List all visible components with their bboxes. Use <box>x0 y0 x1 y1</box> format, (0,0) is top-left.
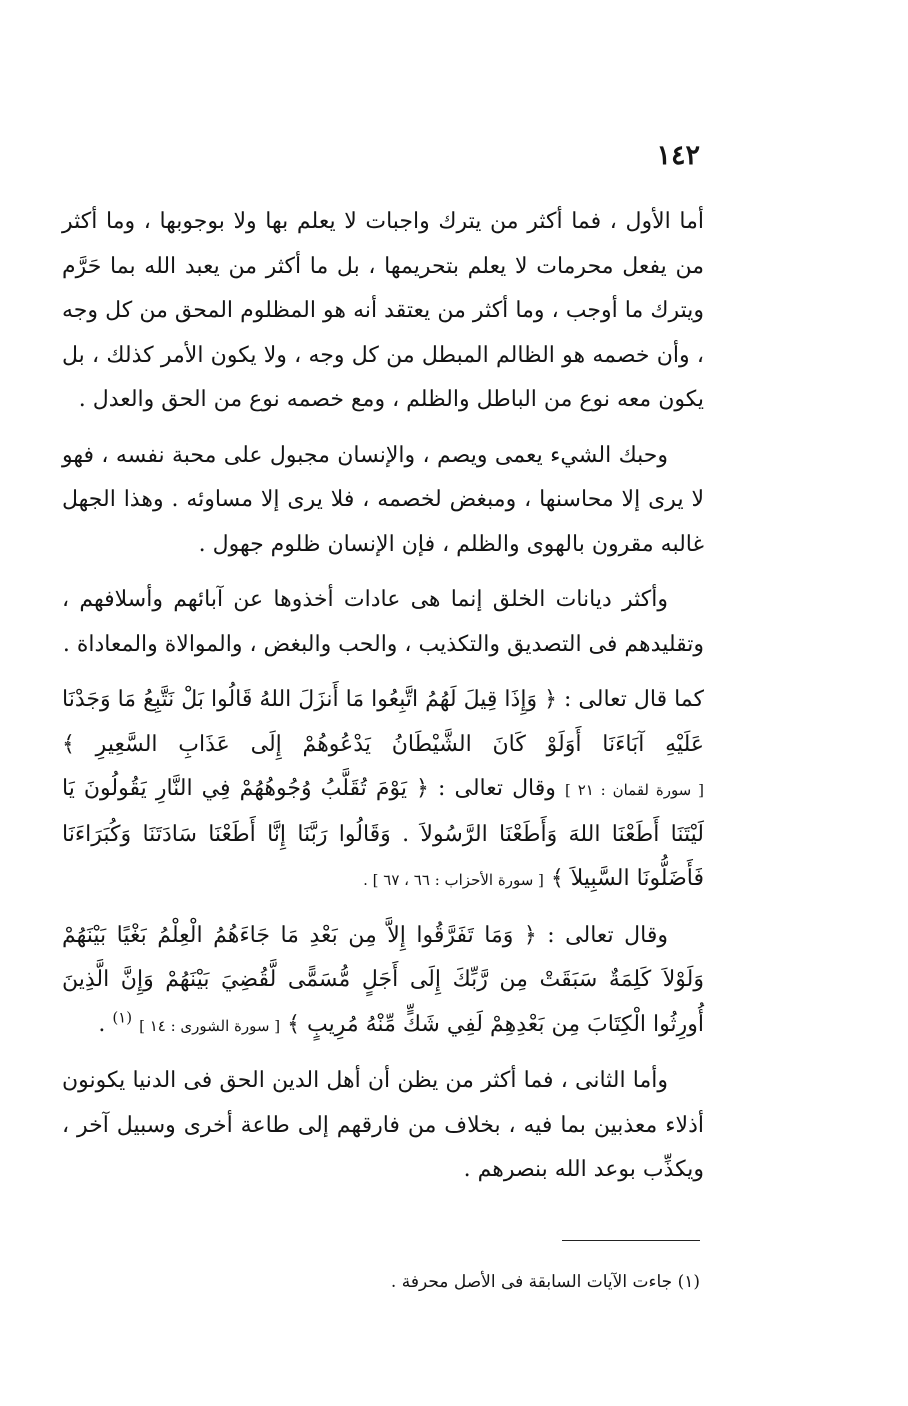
footnote-marker: (١) <box>112 1008 133 1027</box>
reference-ahzab: [ سورة الأحزاب : ٦٦ ، ٦٧ ] . <box>363 871 544 889</box>
footnote: (١) جاءت الآيات السابقة فى الأصل محرفة . <box>390 1272 700 1292</box>
reference-luqman: [ سورة لقمان : ٢١ ] <box>564 781 704 799</box>
page-number: ١٤٢ <box>656 140 700 171</box>
paragraph-second: وأما الثانى ، فما أكثر من يظن أن أهل الدين الحق فى الدنيا يكونون أذلاء معذبين بما فيه ، بخلاف من فارقهم إلى طاعة أخرى وسبيل آخر ، ويكذِّب بوعد الله بنصرهم . <box>62 1068 704 1182</box>
main-text <box>62 200 704 1204</box>
paragraph-shura <box>62 914 704 1049</box>
quote-intro-shura: وقال تعالى : <box>547 922 668 948</box>
verse-ahzab: ﴿ يَوْمَ تُقَلَّبُ وُجُوهُهُمْ فِي النَّارِ يَقُولُونَ يَا لَيْتَنَا أَطَعْنَا اللهَ وَأَطَعْنَا الرَّسُولاَ . وَقَالُوا رَبَّنَا إِنَّا أَطَعْنَا سَادَتَنَا وَكُبَرَاءَنَا فَأَضَلُّونَا السَّبِيلاَ ﴾ <box>62 776 704 891</box>
paragraph-quran-quotes <box>62 678 704 903</box>
quote-intro-ahzab: وقال تعالى : <box>438 776 556 801</box>
footnote-separator <box>562 1240 700 1241</box>
quote-intro-luqman: كما قال تعالى : <box>563 687 704 712</box>
paragraph-love: وحبك الشيء يعمى ويصم ، والإنسان مجبول على محبة نفسه ، فهو لا يرى إلا محاسنها ، ومبغض لخصمه ، فلا يرى إلا مساوئه . وهذا الجهل غالبه مقرون بالهوى والظلم ، فإن الإنسان ظلوم جهول . <box>62 442 704 557</box>
paragraph-first: أما الأول ، فما أكثر من يترك واجبات لا يعلم بها ولا بوجوبها ، وما أكثر من يفعل محرمات لا يعلم بتحريمها ، بل ما أكثر من يعبد الله بما حَرَّم ويترك ما أوجب ، وما أكثر من يعتقد أنه هو المظلوم المحق من كل وجه ، وأن خصمه هو الظالم المبطل من كل وجه ، ولا يكون الأمر كذلك ، بل يكون معه نوع من الباطل والظلم ، ومع خصمه نوع من الحق والعدل . <box>62 209 704 412</box>
sentence-end: . <box>98 1011 106 1037</box>
reference-shura: [ سورة الشورى : ١٤ ] <box>139 1016 281 1035</box>
verse-shura: ﴿ وَمَا تَفَرَّقُوا إِلاَّ مِن بَعْدِ مَا جَاءَهُمُ الْعِلْمُ بَغْيًا بَيْنَهُمْ وَلَوْلاَ كَلِمَةٌ سَبَقَتْ مِن رَّبِّكَ إِلَى أَجَلٍ مُّسَمًّى لَّقُضِيَ بَيْنَهُمْ وَإِنَّ الَّذِينَ أُورِثُوا الْكِتَابَ مِن بَعْدِهِمْ لَفِي شَكٍّ مِّنْهُ مُرِيبٍ ﴾ <box>62 922 704 1037</box>
verse-luqman: ﴿ وَإِذَا قِيلَ لَهُمُ اتَّبِعُوا مَا أَنزَلَ اللهُ قَالُوا بَلْ نَتَّبِعُ مَا وَجَدْنَا عَلَيْهِ آبَاءَنَا أَوَلَوْ كَانَ الشَّيْطَانُ يَدْعُوهُمْ إِلَى عَذَابِ السَّعِيرِ ﴾ <box>62 687 704 757</box>
paragraph-religions: وأكثر ديانات الخلق إنما هى عادات أخذوها عن آبائهم وأسلافهم ، وتقليدهم فى التصديق والتكذيب ، والحب والبغض ، والموالاة والمعاداة . <box>62 587 704 657</box>
